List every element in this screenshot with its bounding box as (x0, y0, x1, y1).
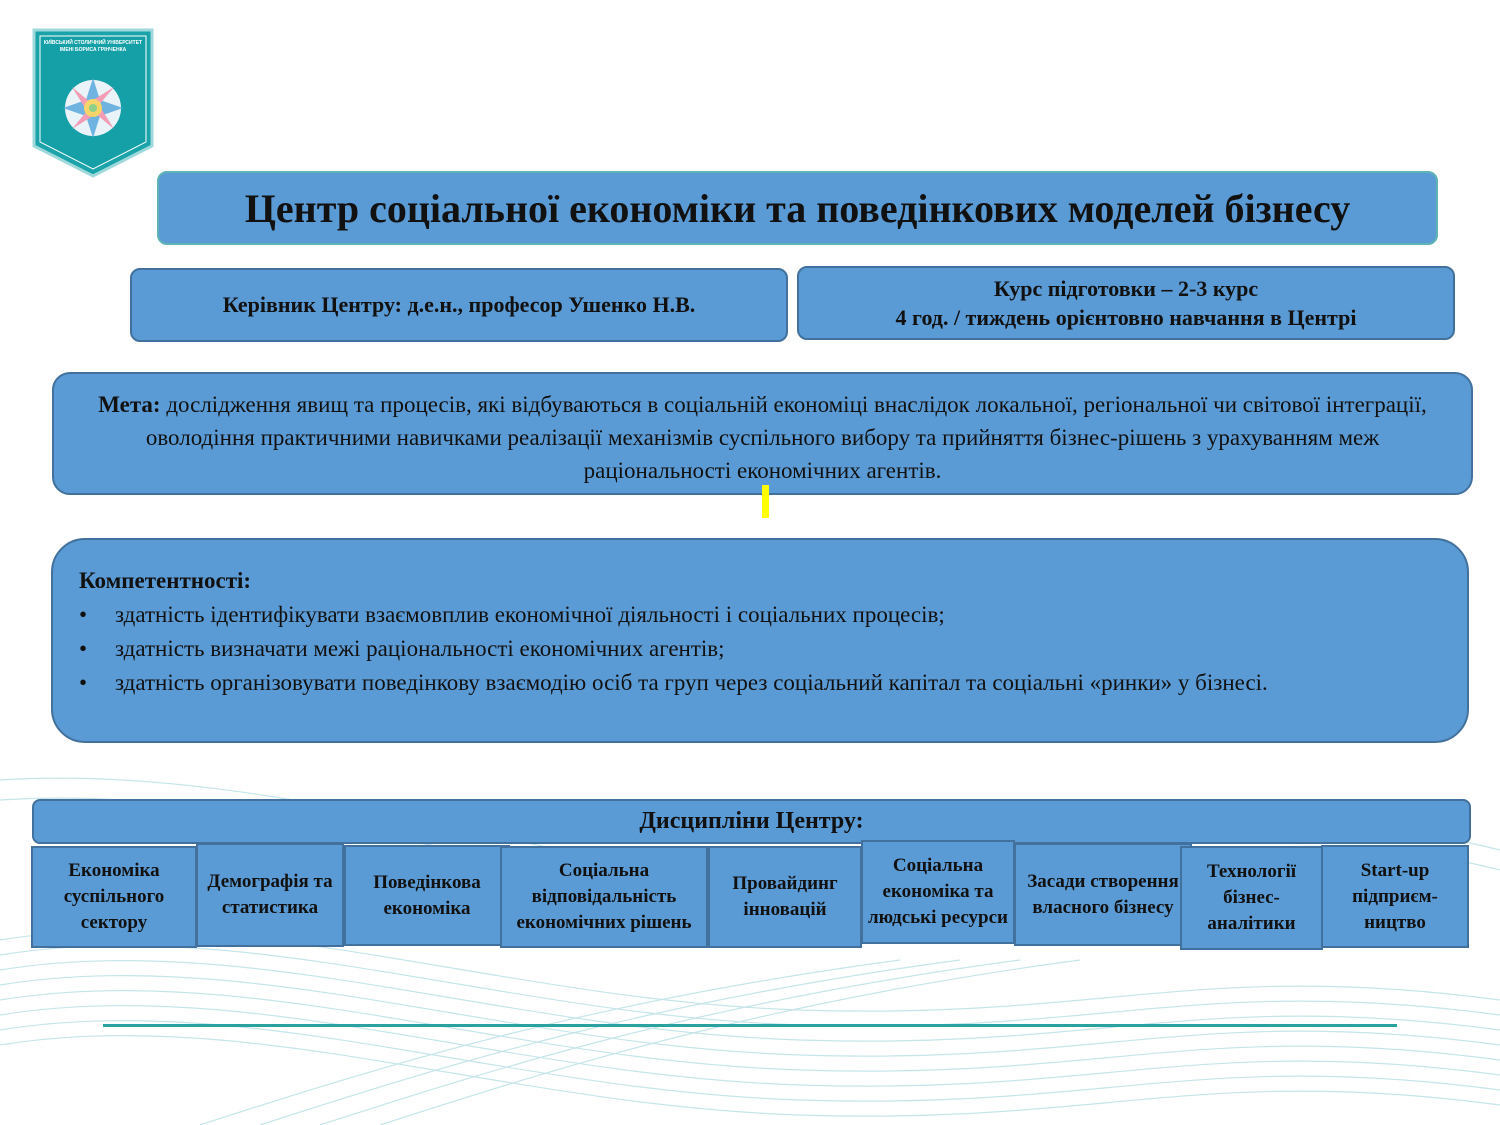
logo-caption: КИЇВСЬКИЙ СТОЛИЧНИЙ УНІВЕРСИТЕТ ІМЕНІ БОРИСА ГРІНЧЕНКА (43, 40, 143, 53)
competences-list (79, 598, 1441, 700)
discipline-item: Соціальна відповідальність економічних рішень (500, 846, 708, 948)
goal-label: Мета: (98, 392, 161, 417)
discipline-item: Start-up підприєм-ництво (1321, 845, 1469, 948)
discipline-item: Засади створення власного бізнесу (1014, 843, 1192, 946)
discipline-item: Демографія та статистика (196, 843, 344, 947)
discipline-item: Соціальна економіка та людські ресурси (861, 840, 1015, 944)
page-title: Центр соціальної економіки та поведінкових моделей бізнесу (157, 171, 1438, 245)
list-item: • здатність визначати межі раціональності економічних агентів; (79, 632, 1441, 666)
course-hours: 4 год. / тиждень орієнтовно навчання в Центрі (895, 305, 1357, 330)
yellow-marker (762, 485, 769, 518)
list-item: • здатність організовувати поведінкову взаємодію осіб та груп через соціальний капітал та соціальні «ринки» у бізнесі. (79, 666, 1441, 700)
discipline-item: Технології бізнес-аналітики (1180, 846, 1323, 950)
goal-block (52, 372, 1473, 495)
discipline-item: Провайдинг інновацій (708, 846, 862, 948)
head-of-centre: Керівник Центру: д.е.н., професор Ушенко Н.В. (130, 268, 788, 342)
footer-divider (103, 1024, 1397, 1027)
competences-block (51, 538, 1469, 743)
goal-text: дослідження явищ та процесів, які відбуваються в соціальній економіці внаслідок локальної, регіональної чи світової інтеграції, оволодіння практичними навичками реалізації механізмів суспільного вибору та прийняття бізнес-рішень з урахуванням меж раціональності економічних агентів. (145, 392, 1427, 483)
list-item: • здатність ідентифікувати взаємовплив економічної діяльності і соціальних процесів; (79, 598, 1441, 632)
competences-title: Компетентності: (79, 568, 252, 593)
bullet-icon: • (79, 670, 88, 695)
discipline-item: Економіка суспільного сектору (31, 846, 197, 948)
bullet-icon: • (79, 636, 88, 661)
bullet-icon: • (79, 602, 88, 627)
course-info (797, 266, 1455, 340)
discipline-item: Поведінкова економіка (344, 845, 510, 946)
course-years: Курс підготовки – 2-3 курс (993, 276, 1259, 301)
disciplines-header: Дисципліни Центру: (32, 799, 1471, 844)
